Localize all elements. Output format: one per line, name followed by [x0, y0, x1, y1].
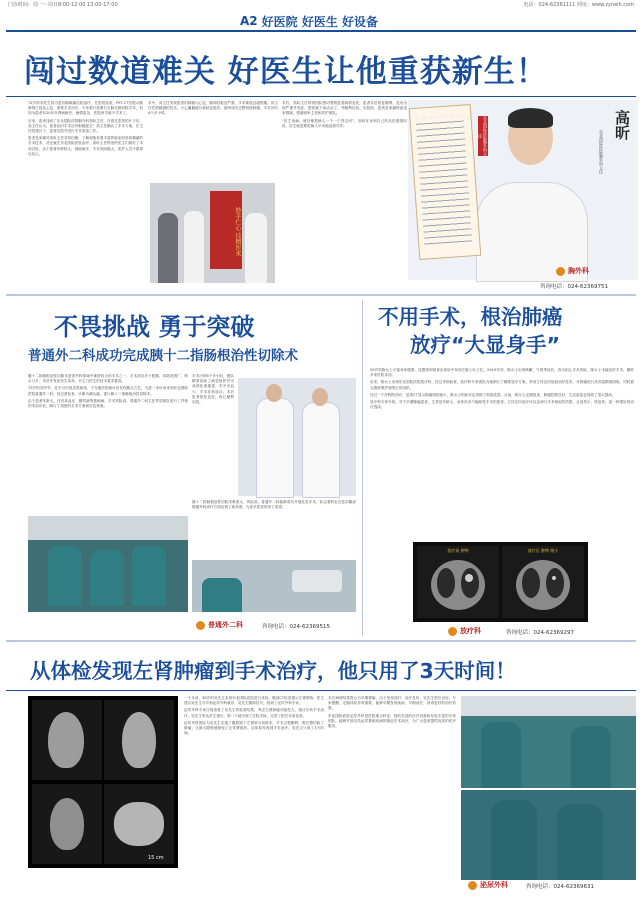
story2-dept-name: 普通外二科	[208, 621, 243, 629]
surgeon-figure	[571, 726, 611, 788]
kidney-scan-3	[32, 784, 102, 864]
letter-lines	[416, 116, 473, 249]
story4-surgery-photo-2	[461, 790, 636, 880]
thank-you-banner: 妙手仁心 技精医术	[210, 191, 242, 269]
story3-para2: 后来，陈女士来到东北国际医院放疗科，经过详细检查，放疗科专家团队为她制订了精准放疗方案。采用立体定向放射治疗技术，对肿瘤进行高剂量精准照射，同时最大限度保护周围正常组织。	[370, 380, 634, 390]
story2-para2: 73岁的刘爷爷，近半月出现皮肤黄染，于当地医院就诊后发现胰头占位，为进一步诊治来到东北国际医院普通外二科，经完善检查，诊断为胰头癌，需行胰十二指肠根治性切除术。	[28, 386, 188, 396]
header-slogan: 好医院 好医生 好设备	[261, 14, 378, 29]
story4-kidney-images	[28, 696, 178, 868]
story1-headline: 闯过数道难关 好医生让他重获新生！	[24, 54, 548, 90]
story4-dept-name: 泌尿外科	[480, 881, 508, 889]
story1-para4: 术中，高主任发现患者的肿瘤与心包、膈神经粘连严重，手术难度远超预期。高主任凭借精湛的技术，小心翼翼地分离粘连组织，最终成功完整切除肿瘤，手术历时4个多小时。	[148, 101, 278, 116]
column-divider	[362, 300, 363, 636]
letter-paper	[409, 104, 481, 260]
kidney-shape	[48, 712, 84, 768]
operating-light	[461, 696, 636, 716]
surgeon-figure	[491, 800, 537, 880]
doctor-figure	[302, 402, 340, 498]
surgeon-figure	[202, 578, 242, 612]
hospital-logo-icon	[556, 267, 565, 276]
story4-phone: 咨询电话：024-62369631	[526, 884, 594, 890]
story3-para1: 59岁的陈女士平素身体健康，没想到却被查出体检中发现左肺上叶占位。2019年初，陈女士出现咳嗽、气短等症状，因为担心手术风险，陈女士未能及时手术，辗转多家医院求治。	[370, 368, 634, 378]
story4-dept-badge	[466, 880, 510, 890]
story1-para5: 术后，高昕主任带领团队密切观察患者病情变化，患者术后恢复顺利，没有出现严重并发症，很快就下床活动了，并顺利出院。出院前，患者及家属特意送来锦旗，感谢高昕主任和医护团队。	[282, 101, 407, 116]
kidney-scan-2	[104, 700, 174, 780]
page-label: A2	[240, 14, 258, 28]
kidney-specimen	[114, 802, 164, 846]
story2-para4: 手术历时6个多小时，团队精准切除了病变组织并完成消化道重建，术中出血少，手术非常成功。术后患者恢复良好，现已顺利出院。	[192, 374, 234, 405]
kidney-scan-4	[104, 784, 174, 864]
ct-lung-right	[461, 568, 479, 598]
story1-para6: “医生治病，就好像把病人一个一个背过河”，高昕在谈到自己的从医感悟时说，医生就是要把病人平安地送到对岸。	[282, 118, 407, 128]
story3-para4: 放疗科专家介绍，对于早期肺癌患者，尤其是年龄大、身体状况不能耐受手术的患者，立体定向放疗可以达到与手术相似的效果，且创伤小、恢复快，是一种很好的治疗选择。	[370, 400, 634, 410]
story2-col3	[192, 500, 356, 558]
story4-headline: 从体检发现左肾肿瘤到手术治疗，他只用了3天时间！	[30, 659, 516, 683]
story1-group-photo	[150, 183, 275, 283]
surgeon-figure	[90, 550, 124, 606]
story2-col2	[192, 374, 234, 512]
story3-headline-2: 放疗“大显身手”	[410, 333, 560, 357]
scale-label: 15 cm	[148, 855, 164, 861]
story3-dept-badge	[448, 626, 481, 636]
story1-dept-name: 胸外科	[568, 267, 589, 275]
ct-after-panel	[502, 546, 584, 618]
story3-ct-scans	[413, 542, 588, 622]
story2-phone: 咨询电话：024-62369515	[262, 624, 330, 630]
story1-col2	[148, 101, 278, 181]
kidney-shape	[50, 798, 84, 850]
story2-para5: 胰十二指肠根治性切除术难度大、风险高，普通外二科能够成功开展此类手术，标志着科室在复杂腹部肿瘤外科治疗方面达到了新高度，为更多患者带来了希望。	[192, 500, 356, 510]
surgeon-figure	[481, 722, 521, 788]
section-divider	[6, 640, 636, 642]
kidney-scan-1	[32, 700, 102, 780]
header-contact: 电话：024-62361111 网址：www.zyneih.com	[523, 2, 634, 8]
story3-headline: 不用手术，根治肺癌	[378, 305, 563, 329]
hospital-logo-icon	[196, 621, 205, 630]
story3-phone: 咨询电话：024-62369297	[506, 630, 574, 636]
story1-para1: 72岁的刘先生因为患有胸腺瘤住院治疗，在医院检查，PET-CT后提示肺肿物已侵及心包，需要手术治疗，专家要只需要行左肺全肺切除手术，但因为患者有20多年肾病病史，病情复杂，医院里早就不手术了。	[28, 101, 143, 116]
header-masthead	[240, 13, 410, 29]
doctor-hair	[508, 108, 553, 128]
story3-dept-name: 放疗科	[460, 627, 481, 635]
doctor-head	[266, 384, 282, 402]
story1-para3: 患者及家属对高昕主任非常信赖，了解到他有着丰富的临床经验和精湛的手术技术，决定就在东北国际医院治疗。高昕主任科里的医生们做好了术前讨论，由于患者年龄较大，基础病多，手术风险极大，医护人员不敢掉以轻心。	[28, 136, 143, 156]
story4-col1	[184, 696, 324, 886]
ct-before-label: 放疗前 肿物	[447, 548, 469, 553]
story4-para4: 术后病理结果提示为早期肾癌，由于发现及时、治疗及时，吴先生预后良好。专家提醒，定期体检非常重要，能够早期发现疾病，早期治疗，获得更好的治疗效果。	[328, 696, 456, 711]
story1-phone: 咨询电话：024-62369751	[540, 284, 608, 290]
story2-subheadline: 普通外二科成功完成胰十二指肠根治性切除术	[28, 348, 298, 364]
story2-surgery-photo	[28, 516, 188, 612]
doctor-figure	[256, 398, 294, 498]
ct-lung-left	[437, 568, 455, 598]
story4-para3: 泌尿外科团队为吴先生实施了腹腔镜下左肾部分切除术，手术过程顺利，既完整切除了肿瘤，又最大限度地保留了正常肾组织。从体检发现到手术治疗，吴先生只用了3天时间。	[184, 720, 324, 736]
story1-divider	[6, 96, 636, 97]
story4-surgery-photo-1	[461, 696, 636, 788]
doctor-title-tag: 东北国际医院胸外科主任	[478, 116, 488, 156]
surgeon-figure	[132, 546, 166, 606]
header-bar	[0, 0, 642, 10]
hospital-logo-icon	[448, 627, 457, 636]
person-figure	[184, 211, 204, 283]
story1-doctor-panel	[408, 100, 638, 280]
surgeon-figure	[557, 804, 603, 880]
story2-para1: 腹十二指肠根治性切除术是普外科领域中难度较大的手术之一，手术涉及多个脏器，切除范围广，吻合口多，术后并发症发生率高，对主刀医生的技术要求极高。	[28, 374, 188, 384]
story2-or-photo	[192, 560, 356, 612]
story1-col1	[28, 101, 143, 281]
surgeon-figure	[48, 546, 82, 606]
story2-headline: 不畏挑战 勇于突破	[54, 313, 255, 341]
header-clinic-hours: 门诊时间：周一～周日8:00-12:00 13:00-17:00	[8, 2, 118, 8]
story2-para3: 由于患者年龄大，伴有高血压、糖尿病等基础病，手术风险高。普通外二科主任带领团队进行了详细的术前评估，制订了周密的手术方案和应急预案。	[28, 398, 188, 409]
operating-light	[28, 516, 188, 540]
ct-after-label: 放疗后 肿物 缩小	[527, 548, 559, 553]
story1-col3	[282, 101, 407, 281]
section-divider	[6, 294, 636, 296]
story4-para2: 泌尿外科专家仔细查看了吴先生的检查结果，考虑左肾肿瘤可能性大，建议尽快手术治疗。吴先生听从医生建议，第二天就办理了住院手续，完善了相关术前检查。	[184, 708, 324, 718]
story4-col2	[328, 696, 456, 886]
story3-body	[370, 368, 634, 540]
story4-para5: 东北国际医院泌尿外科是医院重点科室，拥有先进的诊疗设备和经验丰富的专家团队，能够开展各类泌尿系统疾病的微创手术治疗，为广大患者提供优质的医疗服务。	[328, 713, 456, 729]
person-figure	[158, 213, 178, 283]
story3-para3: 经过一个疗程的治疗，复查CT显示肿瘤明显缩小，陈女士的症状也得到了明显改善。目前，陈女士定期复查，肿瘤控制良好，生活质量也得到了很大提高。	[370, 392, 616, 397]
hospital-logo-icon	[468, 881, 477, 890]
person-figure	[245, 213, 267, 283]
ct-before-panel	[417, 546, 499, 618]
story2-doctors-photo	[238, 378, 356, 496]
kidney-shape	[122, 712, 156, 768]
story2-col1	[28, 374, 188, 512]
doctor-name: 高昕	[613, 110, 631, 140]
story1-dept-badge	[556, 266, 589, 276]
story4-divider	[6, 690, 636, 691]
monitor-screen	[292, 570, 342, 592]
ct-tumor-marker	[552, 576, 556, 580]
ct-tumor-marker	[465, 574, 473, 582]
story1-para2: 后来，患者找到了东北国际医院胸外科高昕主任，在看过患者的片子后，高主任认为，患者此时手术应该积极配合！高主任确认了手术方案，在主任的建议下，患者住院并进行手术准备工作。	[28, 118, 143, 134]
story2-dept-badge	[196, 620, 243, 630]
story4-para1: 一个月前，38岁的吴先生来到东北国际医院进行体检，腹部CT检查提示左肾肿物。医生建议吴先生尽早到泌尿外科就诊，吴先生随即挂号，找到了泌尿外科专家。	[184, 696, 324, 706]
doctor-head	[312, 388, 328, 406]
doctor-title-vertical: 东北国际医院胸外科主任	[599, 130, 604, 174]
header-divider	[6, 30, 636, 32]
ct-lung-left	[522, 568, 540, 598]
ct-lung-right	[546, 568, 564, 598]
